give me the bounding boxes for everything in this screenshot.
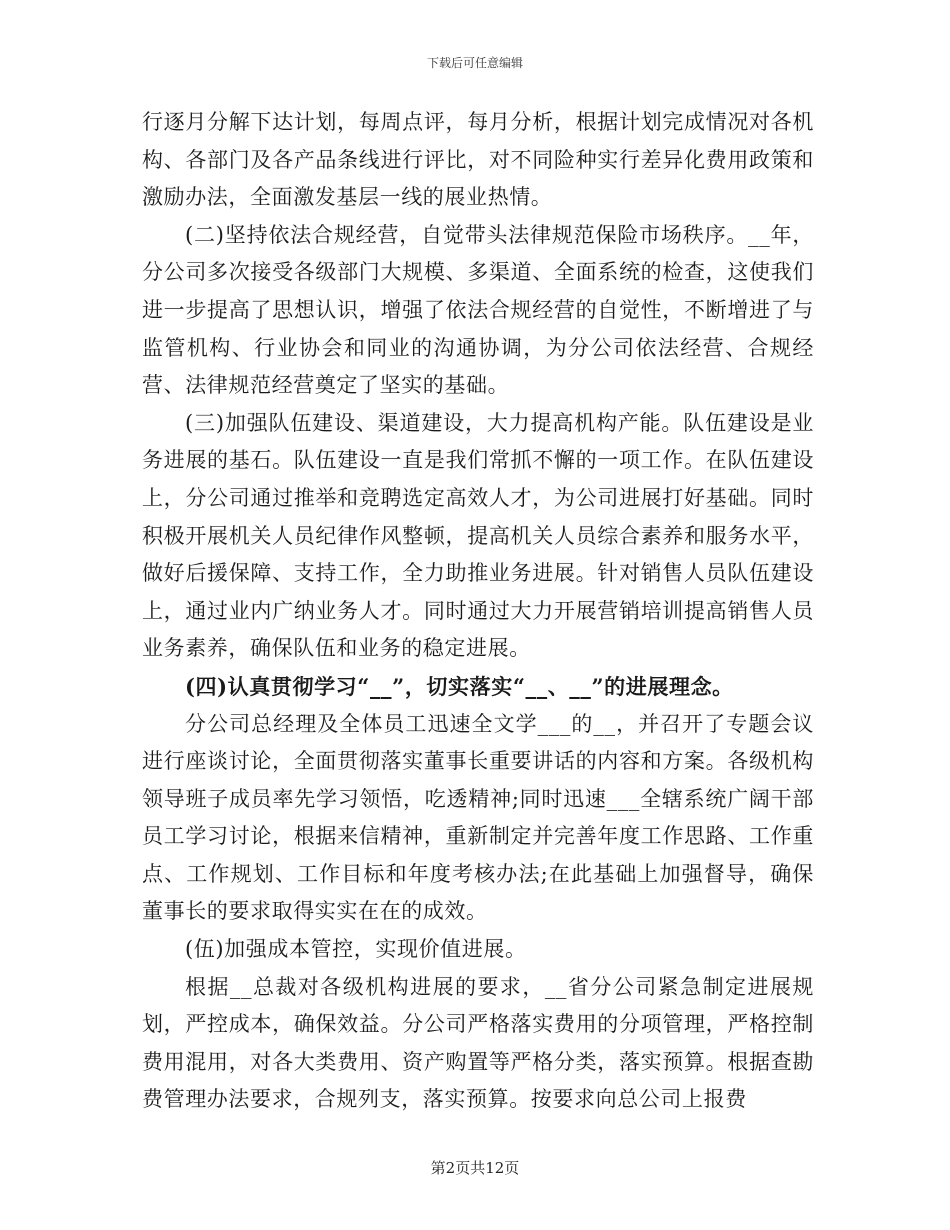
- paragraph-section-3: (三)加强队伍建设、渠道建设，大力提高机构产能。队伍建设是业务进展的基石。队伍建设一直是我们常抓不懈的一项工作。在队伍建设上，分公司通过推举和竞聘选定高效人才，为公司进展打好基础。同时积极开展机关人员纪律作风整顿，提高机关人员综合素养和服务水平，做好后援保障、支持工作，全力助推业务进展。针对销售人员队伍建设上，通过业内广纳业务人才。同时通过大力开展营销培训提高销售人员业务素养，确保队伍和业务的稳定进展。: [142, 410, 814, 661]
- paragraph-continuation: 行逐月分解下达计划，每周点评，每月分析，根据计划完成情况对各机构、各部门及各产品条线进行评比，对不同险种实行差异化费用政策和激励办法，全面激发基层一线的展业热情。: [142, 110, 814, 210]
- paragraph-section-4-body: 分公司总经理及全体员工迅速全文学___的__，并召开了专题会议进行座谈讨论，全面贯彻落实董事长重要讲话的内容和方案。各级机构领导班子成员率先学习领悟，吃透精神;同时迅速___全辖系统广阔干部员工学习讨论，根据来信精神，重新制定并完善年度工作思路、工作重点、工作规划、工作目标和年度考核办法;在此基础上加强督导，确保董事长的要求取得实实在在的成效。: [142, 711, 814, 924]
- paragraph-section-2: (二)坚持依法合规经营，自觉带头法律规范保险市场秩序。__年，分公司多次接受各级部门大规模、多渠道、全面系统的检查，这使我们进一步提高了思想认识，增强了依法合规经营的自觉性，不断增进了与监管机构、行业协会和同业的沟通协调，为分公司依法经营、合规经营、法律规范经营奠定了坚实的基础。: [142, 222, 814, 398]
- paragraph-section-5-body: 根据__总裁对各级机构进展的要求，__省分公司紧急制定进展规划，严控成本，确保效益。分公司严格落实费用的分项管理，严格控制费用混用，对各大类费用、资产购置等严格分类，落实预算。根据查勘费管理办法要求，合规列支，落实预算。按要求向总公司上报费: [142, 974, 814, 1112]
- page-number: 第2页共12页: [430, 1159, 520, 1177]
- document-body: [142, 104, 814, 1119]
- heading-section-4: (四)认真贯彻学习“__”，切实落实“__、__”的进展理念。: [185, 673, 734, 699]
- page-header: 下载后可任意编辑: [426, 56, 523, 70]
- heading-section-5: (伍)加强成本管控，实现价值进展。: [185, 937, 527, 962]
